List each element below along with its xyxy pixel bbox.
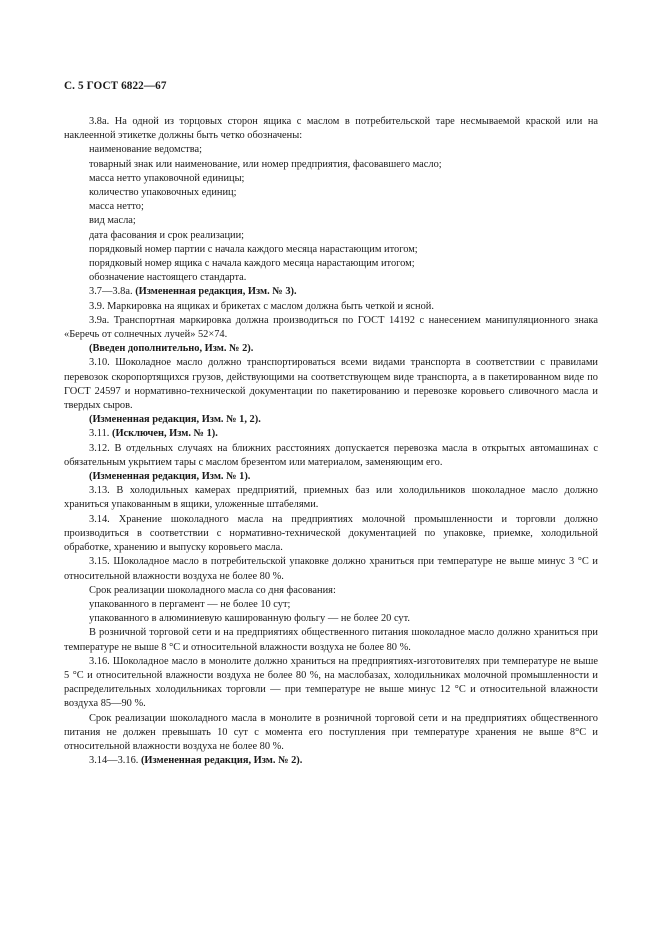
list-item: обозначение настоящего стандарта. <box>89 272 247 284</box>
clause-3-11 <box>64 427 598 441</box>
clause-3-9: 3.9. Маркировка на ящиках и брикетах с маслом должна быть четкой и ясной. <box>89 300 434 312</box>
clause-3-8a: 3.8а. На одной из торцовых сторон ящика с маслом в потребительской таре несмываемой краской или на наклеенной этикетке должны быть четко обозначены: <box>64 116 598 142</box>
list-item: упакованного в пергамент — не более 10 сут; <box>89 598 291 610</box>
amendment-note: (Измененная редакция, Изм. № 1). <box>89 471 251 483</box>
amendment-note: (Введен дополнительно, Изм. № 2). <box>89 343 254 355</box>
clause-3-14: 3.14. Хранение шоколадного масла на предприятиях молочной промышленности и торговли должно производиться в соответствии с нормативно-технической документацией по упаковке, приемке, холодильной обработке, хранению и выпуску коровьего масла. <box>64 513 598 554</box>
retail-storage-paragraph: В розничной торговой сети и на предприятиях общественного питания шоколадное масло должно храниться при температуре не выше 8 °С и относительной влажности воздуха не более 80 %. <box>64 627 598 653</box>
clause-3-16: 3.16. Шоколадное масло в монолите должно храниться на предприятиях-изготовителях при температуре не выше 5 °С и относительной влажности воздуха не более 80 %, на маслобазах, холодильниках молочной промышленности и распределительных холодильниках торговли — при температуре не выше минус 12 °С и относительной влажности воздуха 85—90 %. <box>64 655 598 710</box>
list-item: масса нетто; <box>89 201 144 213</box>
list-item: порядковый номер ящика с начала каждого месяца нарастающим итогом; <box>89 258 415 270</box>
clause-number: 3.7—3.8а. <box>89 286 136 298</box>
page-header: С. 5 ГОСТ 6822—67 <box>64 80 167 92</box>
clause-3-7-3-8a <box>64 285 598 299</box>
list-item: вид масла; <box>89 215 136 227</box>
clause-3-15: 3.15. Шоколадное масло в потребительской упаковке должно храниться при температуре не выше минус 3 °С и относительной влажности воздуха не более 80 %. <box>64 556 598 582</box>
document-body <box>64 115 598 768</box>
list-item: упакованного в алюминиевую кашированную фольгу — не более 20 сут. <box>89 613 410 625</box>
clause-number: 3.14—3.16. <box>89 755 141 767</box>
monolith-shelf-life-paragraph: Срок реализации шоколадного масла в монолите в розничной торговой сети и на предприятиях общественного питания не должен превышать 10 сут с момента его поступления при температуре хранения не выше 8°С и относительной влажности воздуха не более 80 %. <box>64 712 598 752</box>
clause-3-9a: 3.9а. Транспортная маркировка должна производиться по ГОСТ 14192 с нанесением манипуляционного знака «Беречь от солнечных лучей» 52×74. <box>64 314 598 341</box>
clause-3-14-3-16 <box>64 754 598 768</box>
list-item: количество упаковочных единиц; <box>89 187 237 199</box>
clause-number: 3.11. <box>89 428 112 440</box>
list-item: порядковый номер партии с начала каждого месяца нарастающим итогом; <box>89 243 418 255</box>
clause-3-13: 3.13. В холодильных камерах предприятий, приемных баз или холодильников шоколадное масло должно храниться упакованным в ящики, уложенные штабелями. <box>64 485 598 511</box>
list-item: наименование ведомства; <box>89 144 202 156</box>
amendment-note: (Измененная редакция, Изм. № 2). <box>140 755 303 767</box>
clause-3-12: 3.12. В отдельных случаях на ближних расстояниях допускается перевозка масла в открытых автомашинах с обязательным укрытием тары с маслом брезентом или материалом, заменяющим его. <box>64 442 598 468</box>
list-item: дата фасования и срок реализации; <box>89 229 245 241</box>
amendment-note: (Измененная редакция, Изм. № 1, 2). <box>89 414 261 426</box>
list-item: товарный знак или наименование, или номер предприятия, фасовавшего масло; <box>89 158 442 170</box>
shelf-life-intro: Срок реализации шоколадного масла со дня фасования: <box>89 584 336 596</box>
amendment-note: (Измененная редакция, Изм. № 3). <box>135 286 297 298</box>
list-item: масса нетто упаковочной единицы; <box>89 172 245 184</box>
amendment-note: (Исключен, Изм. № 1). <box>112 428 218 440</box>
clause-3-10: 3.10. Шоколадное масло должно транспортироваться всеми видами транспорта в соответствии с правилами перевозок скоропортящихся грузов, действующими на соответствующем виде транспорта, а в пакетированном виде по ГОСТ 24597 и нормативно-технической документации по пакетированию и перевозке коровьего сливочного масла и твердых сыров. <box>64 357 598 412</box>
